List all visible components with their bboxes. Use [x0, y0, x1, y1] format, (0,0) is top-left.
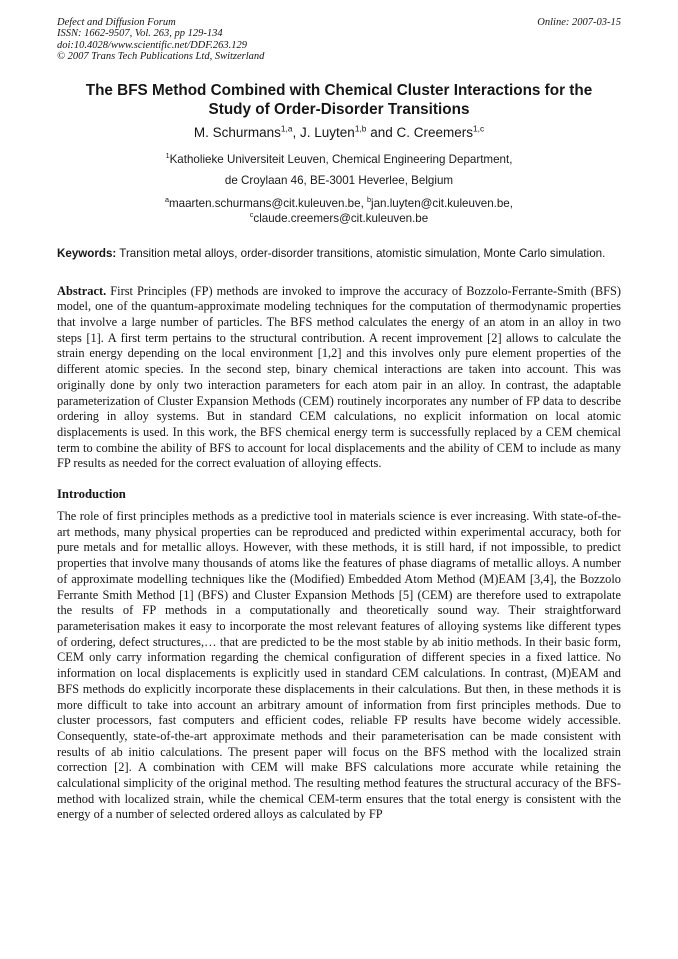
- issn-volume-line: ISSN: 1662-9507, Vol. 263, pp 129-134: [57, 28, 223, 40]
- author-affiliation-marker: 1,c: [472, 123, 485, 134]
- keywords-text: Transition metal alloys, order-disorder transitions, atomistic simulation, Monte Carlo simulation.: [119, 246, 606, 260]
- author-name: M. Schurmans: [193, 124, 281, 140]
- affiliation-block: [57, 150, 621, 226]
- copyright-line: © 2007 Trans Tech Publications Ltd, Switzerland: [57, 51, 265, 63]
- email-b: jan.luyten@cit.kuleuven.be,: [371, 196, 513, 210]
- author-separator: and: [366, 124, 397, 140]
- email-line-1: [57, 196, 621, 211]
- affiliation-line-1: [57, 150, 621, 166]
- keywords-label: Keywords:: [57, 246, 117, 260]
- journal-info: [57, 17, 264, 63]
- author-affiliation-marker: 1,b: [354, 123, 367, 134]
- keywords-paragraph: [57, 246, 621, 261]
- introduction-heading: Introduction: [57, 487, 126, 502]
- author-name: J. Luyten: [300, 124, 355, 140]
- introduction-paragraph: The role of first principles methods as a predictive tool in materials science is ever increasing. With state-of-the-art methods, many physical properties can be reproduced and predicted within experimental accuracy, both for pure metals and for metallic alloys. However, with these methods, it is still hard, if not impossible, to predict properties that involve many thousands of atoms like the features of phase diagrams of metallic alloys. A number of approximate modelling techniques like the (Modified) Embedded Atom Method (M)EAM [3,4], the Bozzolo Ferrante Smith Method [1] (BFS) and Cluster Expansion Methods [5] (CEM) are therefore used to extrapolate the results of FP methods in a computationally and theoretically sound way. Their straightforward parameterisation makes it easy to incorporate the most relevant features of alloying systems like different types of ordering, defect structures,… that are predicted to be the most stable by ab initio methods. In their basic form, CEM only carry information regarding the chemical configuration of different species in a fixed lattice. No information on local displacements is explicitly used in standard CEM calculations. In contrast, (M)EAM and BFS methods do explicitly incorporate these displacements in their calculations. But then, in these methods it is more difficult to take into account an arbitrary amount of information from first principles methods. Due to cluster processors, fast computers and efficient codes, reliable FP results have become widely accessible. Consequently, state-of-the-art approximate methods and their parameterisation can be made consistent with results of ab initio calculations. The present paper will focus on the BFS method with the localized strain correction [2]. A combination with CEM will make BFS calculations more accurate while retaining the calculational simplicity of the original method. The resulting method features the structural accuracy of the BFS-method with localized strain, while the chemical CEM-term ensures that the total energy is consistent with the energy of a number of selected ordered alloys as calculated by FP: [57, 509, 621, 822]
- email-marker-a: a: [165, 194, 169, 204]
- email-marker-b: b: [367, 194, 372, 204]
- authors-line: [57, 124, 621, 142]
- journal-header: [57, 17, 621, 63]
- emails-block: [57, 196, 621, 226]
- doi-line: doi:10.4028/www.scientific.net/DDF.263.129: [57, 39, 248, 51]
- abstract-paragraph: [57, 284, 621, 472]
- email-c: claude.creemers@cit.kuleuven.be: [253, 211, 429, 225]
- email-a: maarten.schurmans@cit.kuleuven.be,: [169, 196, 368, 210]
- email-marker-c: c: [249, 209, 254, 219]
- author-separator: ,: [292, 124, 301, 140]
- paper-title: The BFS Method Combined with Chemical Cluster Interactions for the Study of Order-Disorder Transitions: [85, 81, 593, 118]
- abstract-text: First Principles (FP) methods are invoked to improve the accuracy of Bozzolo-Ferrante-Smith (BFS) model, one of the quantum-approximate modeling techniques for the computation of thermodynamic properties that involve a large number of particles. The BFS method calculates the energy of an atom in an alloy in two steps [1]. A first term pertains to the structural contribution. A recent improvement [2] allows to calculate the strain energy depending on the local environment [1,2] and this involves only pure element properties of the different atomic species. In the second step, binary chemical interactions are taken into account. This was originally done by only two interaction parameters for each atom pair in an alloy. In contrast, the adaptable parameterization of Cluster Expansion Methods (CEM) routinely incorporates any number of FP data to describe ordering in alloy systems. But in standard CEM calculations, no explicit information on local atomic displacements is used. In this work, the BFS chemical energy term is successfully replaced by a CEM chemical term to combine the ability of BFS to account for local displacements and the ability of CEM to include as many FP results as needed for the correct evaluation of alloying effects.: [57, 283, 621, 471]
- abstract-label: Abstract.: [57, 283, 107, 298]
- author-name: C. Creemers: [396, 124, 473, 140]
- journal-name: Defect and Diffusion Forum: [57, 17, 176, 28]
- author-affiliation-marker: 1,a: [280, 123, 293, 134]
- email-line-2: [57, 211, 621, 226]
- affiliation-marker: 1: [165, 150, 170, 160]
- online-date: Online: 2007-03-15: [537, 17, 621, 28]
- affiliation-text: Katholieke Universiteit Leuven, Chemical Engineering Department,: [169, 152, 513, 166]
- affiliation-line-2: de Croylaan 46, BE-3001 Heverlee, Belgium: [224, 173, 454, 187]
